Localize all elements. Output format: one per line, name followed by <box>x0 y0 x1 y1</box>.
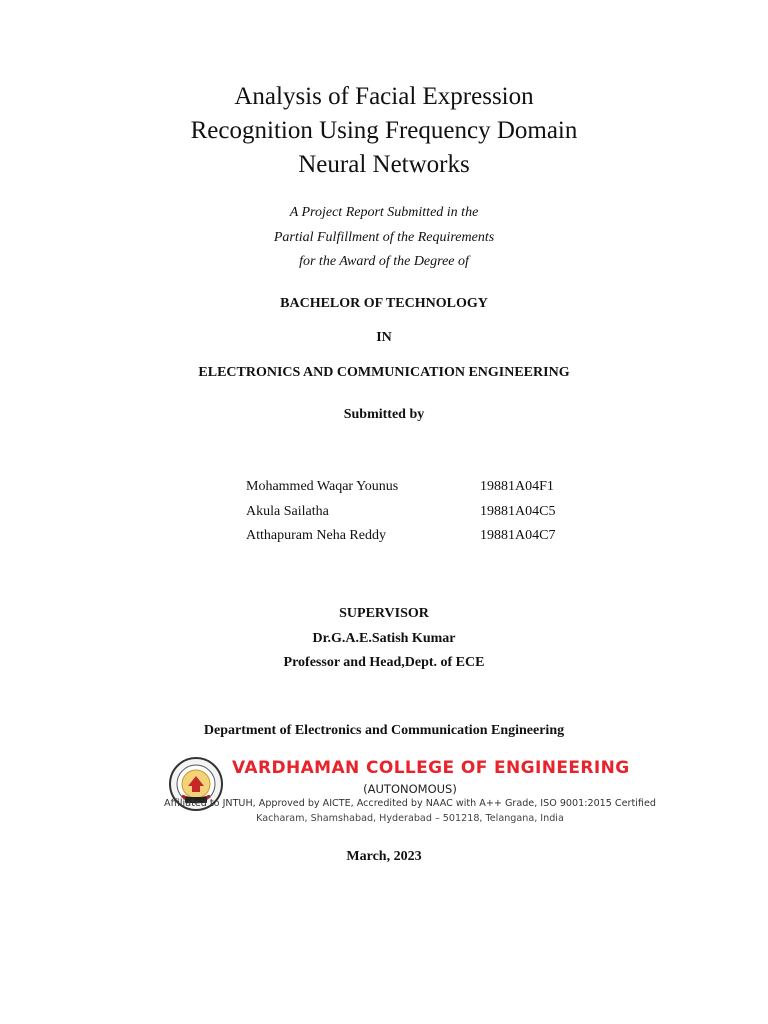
subtitle-line: Partial Fulfillment of the Requirements <box>273 229 495 245</box>
supervisor-designation: Professor and Head,Dept. of ECE <box>283 655 485 670</box>
title-line: Analysis of Facial Expression <box>234 83 534 110</box>
in-word: IN <box>376 330 392 345</box>
supervisor-block <box>0 602 768 676</box>
subtitle-line: A Project Report Submitted in the <box>289 205 479 220</box>
submission-date: March, 2023 <box>346 849 422 864</box>
branch-name: ELECTRONICS AND COMMUNICATION ENGINEERING <box>198 365 570 380</box>
subtitle-line: for the Award of the Degree of <box>299 254 469 269</box>
college-address: Kacharam, Shamshabad, Hyderabad – 501218, Telangana, India <box>256 813 564 824</box>
student-row <box>246 479 555 504</box>
student-roll-number: 19881A04F1 <box>480 479 554 494</box>
student-name: Atthapuram Neha Reddy <box>246 528 386 543</box>
student-roll-number: 19881A04C5 <box>480 503 556 519</box>
college-banner <box>140 752 680 832</box>
title-line: Recognition Using Frequency Domain <box>190 117 578 144</box>
degree-name: BACHELOR OF TECHNOLOGY <box>280 296 488 311</box>
student-row <box>246 528 555 553</box>
college-name: VARDHAMAN COLLEGE OF ENGINEERING <box>232 758 630 778</box>
department-name: Department of Electronics and Communication Engineering <box>203 723 565 738</box>
supervisor-heading: SUPERVISOR <box>339 606 429 621</box>
student-roll-number: 19881A04C7 <box>480 528 556 543</box>
autonomous-label: (AUTONOMOUS) <box>363 782 457 796</box>
report-subtitle <box>0 201 768 275</box>
submitted-by-label: Submitted by <box>343 407 425 422</box>
title-line: Neural Networks <box>298 151 470 178</box>
student-row <box>246 504 555 529</box>
report-title <box>0 80 768 182</box>
student-name: Mohammed Waqar Younus <box>246 479 399 494</box>
affiliation-text: Affiliated to JNTUH, Approved by AICTE, Accredited by NAAC with A++ Grade, ISO 9001:2015 Certified <box>164 798 656 809</box>
supervisor-name: Dr.G.A.E.Satish Kumar <box>312 630 456 646</box>
student-name: Akula Sailatha <box>246 503 329 519</box>
student-list <box>246 479 555 553</box>
